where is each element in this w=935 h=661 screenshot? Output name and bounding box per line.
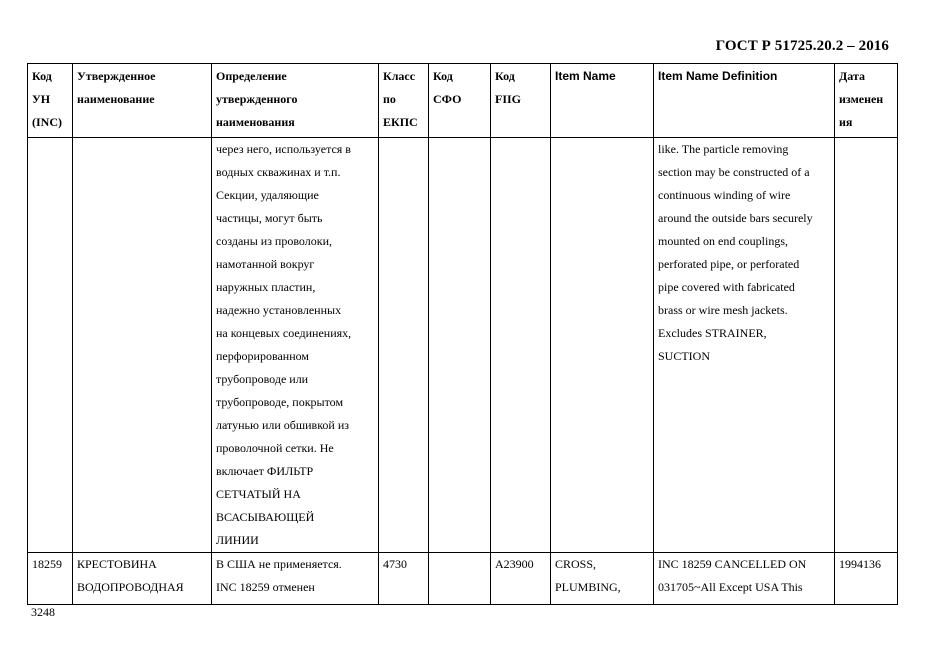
text-line: надежно установленных xyxy=(216,303,342,317)
cell-class xyxy=(379,138,429,553)
cell-inc: 18259 xyxy=(28,553,73,605)
header-line: утвержденного xyxy=(216,92,298,106)
text-line: pipe covered with fabricated xyxy=(658,280,795,294)
text-line: СЕТЧАТЫЙ НА xyxy=(216,487,301,501)
text-line: brass or wire mesh jackets. xyxy=(658,303,788,317)
cell-date xyxy=(835,138,898,553)
column-header-fiig xyxy=(491,64,551,138)
text-line: mounted on end couplings, xyxy=(658,234,788,248)
text-line: проволочной сетки. Не xyxy=(216,441,334,455)
column-header-date xyxy=(835,64,898,138)
header-line: Код xyxy=(32,69,52,83)
catalog-table xyxy=(27,63,898,605)
header-line: наименования xyxy=(216,115,295,129)
cell-sfo xyxy=(429,138,491,553)
text-line: Excludes STRAINER, xyxy=(658,326,767,340)
text-line: like. The particle removing xyxy=(658,142,789,156)
header-line: ия xyxy=(839,115,853,129)
header-line: Код xyxy=(495,69,515,83)
text-line: трубопроводе, покрытом xyxy=(216,395,344,409)
cell-item-name xyxy=(551,553,654,605)
header-line: изменен xyxy=(839,92,884,106)
text-line: section may be constructed of a xyxy=(658,165,810,179)
document-header-id: ГОСТ Р 51725.20.2 – 2016 xyxy=(715,38,889,54)
text-line: SUCTION xyxy=(658,349,711,363)
cell-definition-ru xyxy=(212,553,379,605)
column-header-item-definition xyxy=(654,64,835,138)
cell-class: 4730 xyxy=(379,553,429,605)
header-line: УН xyxy=(32,92,51,106)
text-line: перфорированном xyxy=(216,349,309,363)
text-line: КРЕСТОВИНА xyxy=(77,557,157,571)
text-line: ЛИНИИ xyxy=(216,533,259,547)
text-line: частицы, могут быть xyxy=(216,211,323,225)
table-header-row xyxy=(28,64,898,138)
table-row-continuation xyxy=(28,138,898,553)
header-line: Item Name xyxy=(555,69,616,83)
header-line: по xyxy=(383,92,396,106)
column-header-sfo xyxy=(429,64,491,138)
text-line: включает ФИЛЬТР xyxy=(216,464,314,478)
text-line: наружных пластин, xyxy=(216,280,316,294)
column-header-class xyxy=(379,64,429,138)
text-line: INC 18259 CANCELLED ON xyxy=(658,557,807,571)
header-line: наименование xyxy=(77,92,155,106)
text-line: PLUMBING, xyxy=(555,580,621,594)
table-row-record xyxy=(28,553,898,605)
text-line: continuous winding of wire xyxy=(658,188,791,202)
cell-item-definition xyxy=(654,553,835,605)
text-line: водных скважинах и т.п. xyxy=(216,165,341,179)
column-header-definition-ru xyxy=(212,64,379,138)
text-line: на концевых соединениях, xyxy=(216,326,352,340)
header-line: FIIG xyxy=(495,92,522,106)
cell-approved-name xyxy=(73,553,212,605)
cell-fiig xyxy=(491,138,551,553)
header-line: ЕКПС xyxy=(383,115,418,129)
header-line: Код xyxy=(433,69,453,83)
text-line: INC 18259 отменен xyxy=(216,580,315,594)
column-header-inc xyxy=(28,64,73,138)
header-line: Дата xyxy=(839,69,865,83)
column-header-item-name xyxy=(551,64,654,138)
cell-sfo xyxy=(429,553,491,605)
header-line: Утвержденное xyxy=(77,69,156,83)
cell-item-definition xyxy=(654,138,835,553)
text-line: perforated pipe, or perforated xyxy=(658,257,800,271)
cell-date: 1994136 xyxy=(835,553,898,605)
text-line: через него, используется в xyxy=(216,142,351,156)
cell-definition-ru xyxy=(212,138,379,553)
text-line: В США не применяется. xyxy=(216,557,342,571)
header-line: Item Name Definition xyxy=(658,69,778,83)
page-number: 3248 xyxy=(31,605,55,619)
text-line: CROSS, xyxy=(555,557,597,571)
cell-item-name xyxy=(551,138,654,553)
header-line: (INC) xyxy=(32,115,62,129)
cell-inc xyxy=(28,138,73,553)
text-line: ВСАСЫВАЮЩЕЙ xyxy=(216,510,315,524)
cell-approved-name xyxy=(73,138,212,553)
text-line: созданы из проволоки, xyxy=(216,234,333,248)
text-line: Секции, удаляющие xyxy=(216,188,319,202)
text-line: 031705~All Except USA This xyxy=(658,580,803,594)
text-line: around the outside bars securely xyxy=(658,211,813,225)
header-line: СФО xyxy=(433,92,462,106)
header-line: Класс xyxy=(383,69,416,83)
text-line: трубопроводе или xyxy=(216,372,309,386)
text-line: намотанной вокруг xyxy=(216,257,315,271)
column-header-approved-name xyxy=(73,64,212,138)
text-line: ВОДОПРОВОДНАЯ xyxy=(77,580,184,594)
header-line: Определение xyxy=(216,69,287,83)
text-line: латунью или обшивкой из xyxy=(216,418,350,432)
cell-fiig: A23900 xyxy=(491,553,551,605)
